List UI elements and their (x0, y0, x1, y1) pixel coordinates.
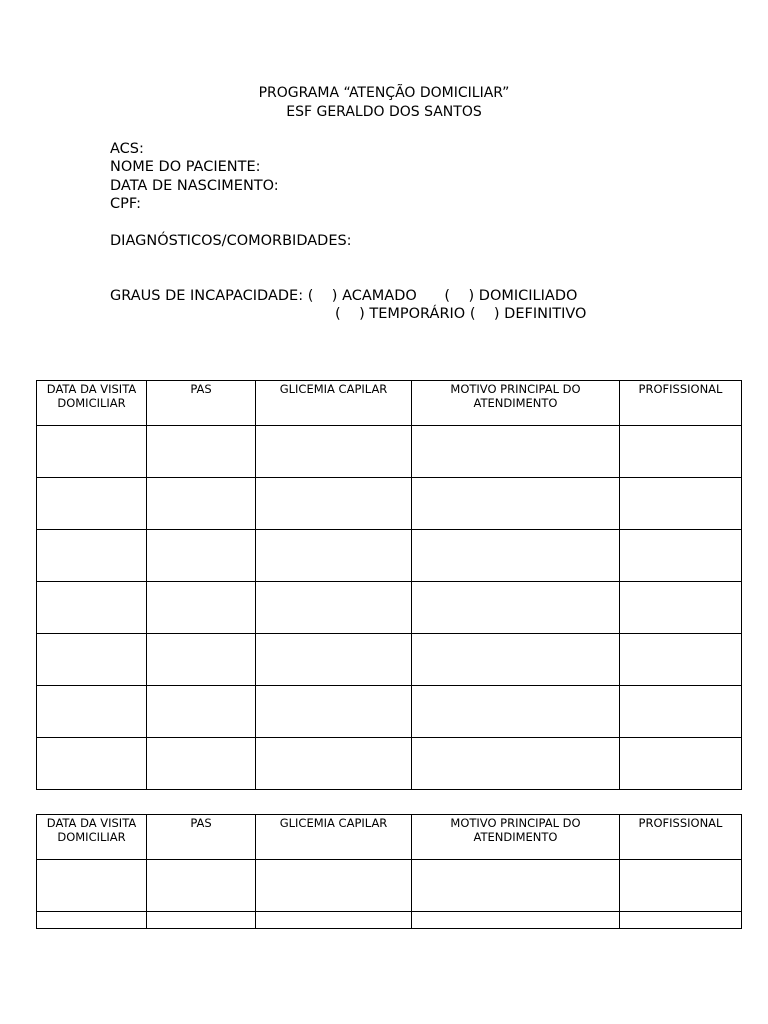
visits-table-continued (36, 814, 742, 929)
birth-date-label: DATA DE NASCIMENTO: (110, 178, 279, 194)
table-cell (412, 478, 620, 530)
table-cell (412, 860, 620, 912)
header-visit-date: DATA DA VISITA DOMICILIAR (37, 381, 147, 426)
table-row (37, 912, 742, 929)
header-professional: PROFISSIONAL (620, 381, 742, 426)
table-cell (412, 530, 620, 582)
table-cell (147, 478, 256, 530)
acs-label: ACS: (110, 141, 144, 157)
table-cell (37, 582, 147, 634)
table-cell (620, 478, 742, 530)
table-cell (620, 686, 742, 738)
table-cell (256, 860, 412, 912)
table-cell (147, 738, 256, 790)
table-header-row (37, 815, 742, 860)
table-cell (147, 912, 256, 929)
incapacity-degree-line2: ( ) TEMPORÁRIO ( ) DEFINITIVO (335, 306, 587, 322)
table-cell (620, 912, 742, 929)
table-cell (412, 582, 620, 634)
table-cell (37, 912, 147, 929)
table-row (37, 860, 742, 912)
table-row (37, 530, 742, 582)
header-glycemia: GLICEMIA CAPILAR (256, 381, 412, 426)
table-cell (256, 634, 412, 686)
incapacity-degree-line1: GRAUS DE INCAPACIDADE: ( ) ACAMADO ( ) DOMICILIADO (110, 288, 578, 304)
header-main-reason: MOTIVO PRINCIPAL DO ATENDIMENTO (412, 381, 620, 426)
table-cell (37, 478, 147, 530)
patient-name-label: NOME DO PACIENTE: (110, 159, 261, 175)
table-cell (256, 426, 412, 478)
header-pas: PAS (147, 815, 256, 860)
table-cell (256, 530, 412, 582)
table-header-row (37, 381, 742, 426)
table-cell (37, 686, 147, 738)
table-row (37, 686, 742, 738)
table-cell (256, 582, 412, 634)
table-row (37, 478, 742, 530)
table-cell (37, 530, 147, 582)
table-row (37, 738, 742, 790)
header-glycemia: GLICEMIA CAPILAR (256, 815, 412, 860)
header-main-reason: MOTIVO PRINCIPAL DO ATENDIMENTO (412, 815, 620, 860)
table-cell (412, 686, 620, 738)
table-cell (147, 860, 256, 912)
diagnoses-label: DIAGNÓSTICOS/COMORBIDADES: (110, 233, 352, 249)
table-row (37, 582, 742, 634)
form-title: PROGRAMA “ATENÇÃO DOMICILIAR” (258, 85, 510, 101)
table-cell (37, 426, 147, 478)
table-cell (147, 530, 256, 582)
table-cell (256, 686, 412, 738)
table-cell (147, 686, 256, 738)
table-cell (37, 738, 147, 790)
table-cell (412, 912, 620, 929)
form-subtitle: ESF GERALDO DOS SANTOS (286, 104, 482, 120)
table-cell (620, 634, 742, 686)
table-cell (620, 582, 742, 634)
table-cell (37, 860, 147, 912)
table-cell (37, 634, 147, 686)
table-cell (412, 426, 620, 478)
table-cell (147, 582, 256, 634)
table-cell (147, 426, 256, 478)
header-visit-date: DATA DA VISITA DOMICILIAR (37, 815, 147, 860)
visits-table (36, 380, 742, 790)
table-cell (620, 860, 742, 912)
table-cell (256, 738, 412, 790)
table-cell (147, 634, 256, 686)
table-cell (620, 738, 742, 790)
table-cell (256, 478, 412, 530)
header-professional: PROFISSIONAL (620, 815, 742, 860)
table-cell (620, 426, 742, 478)
table-row (37, 634, 742, 686)
table-cell (412, 738, 620, 790)
table-cell (256, 912, 412, 929)
cpf-label: CPF: (110, 196, 141, 212)
table-row (37, 426, 742, 478)
header-pas: PAS (147, 381, 256, 426)
table-cell (620, 530, 742, 582)
table-cell (412, 634, 620, 686)
